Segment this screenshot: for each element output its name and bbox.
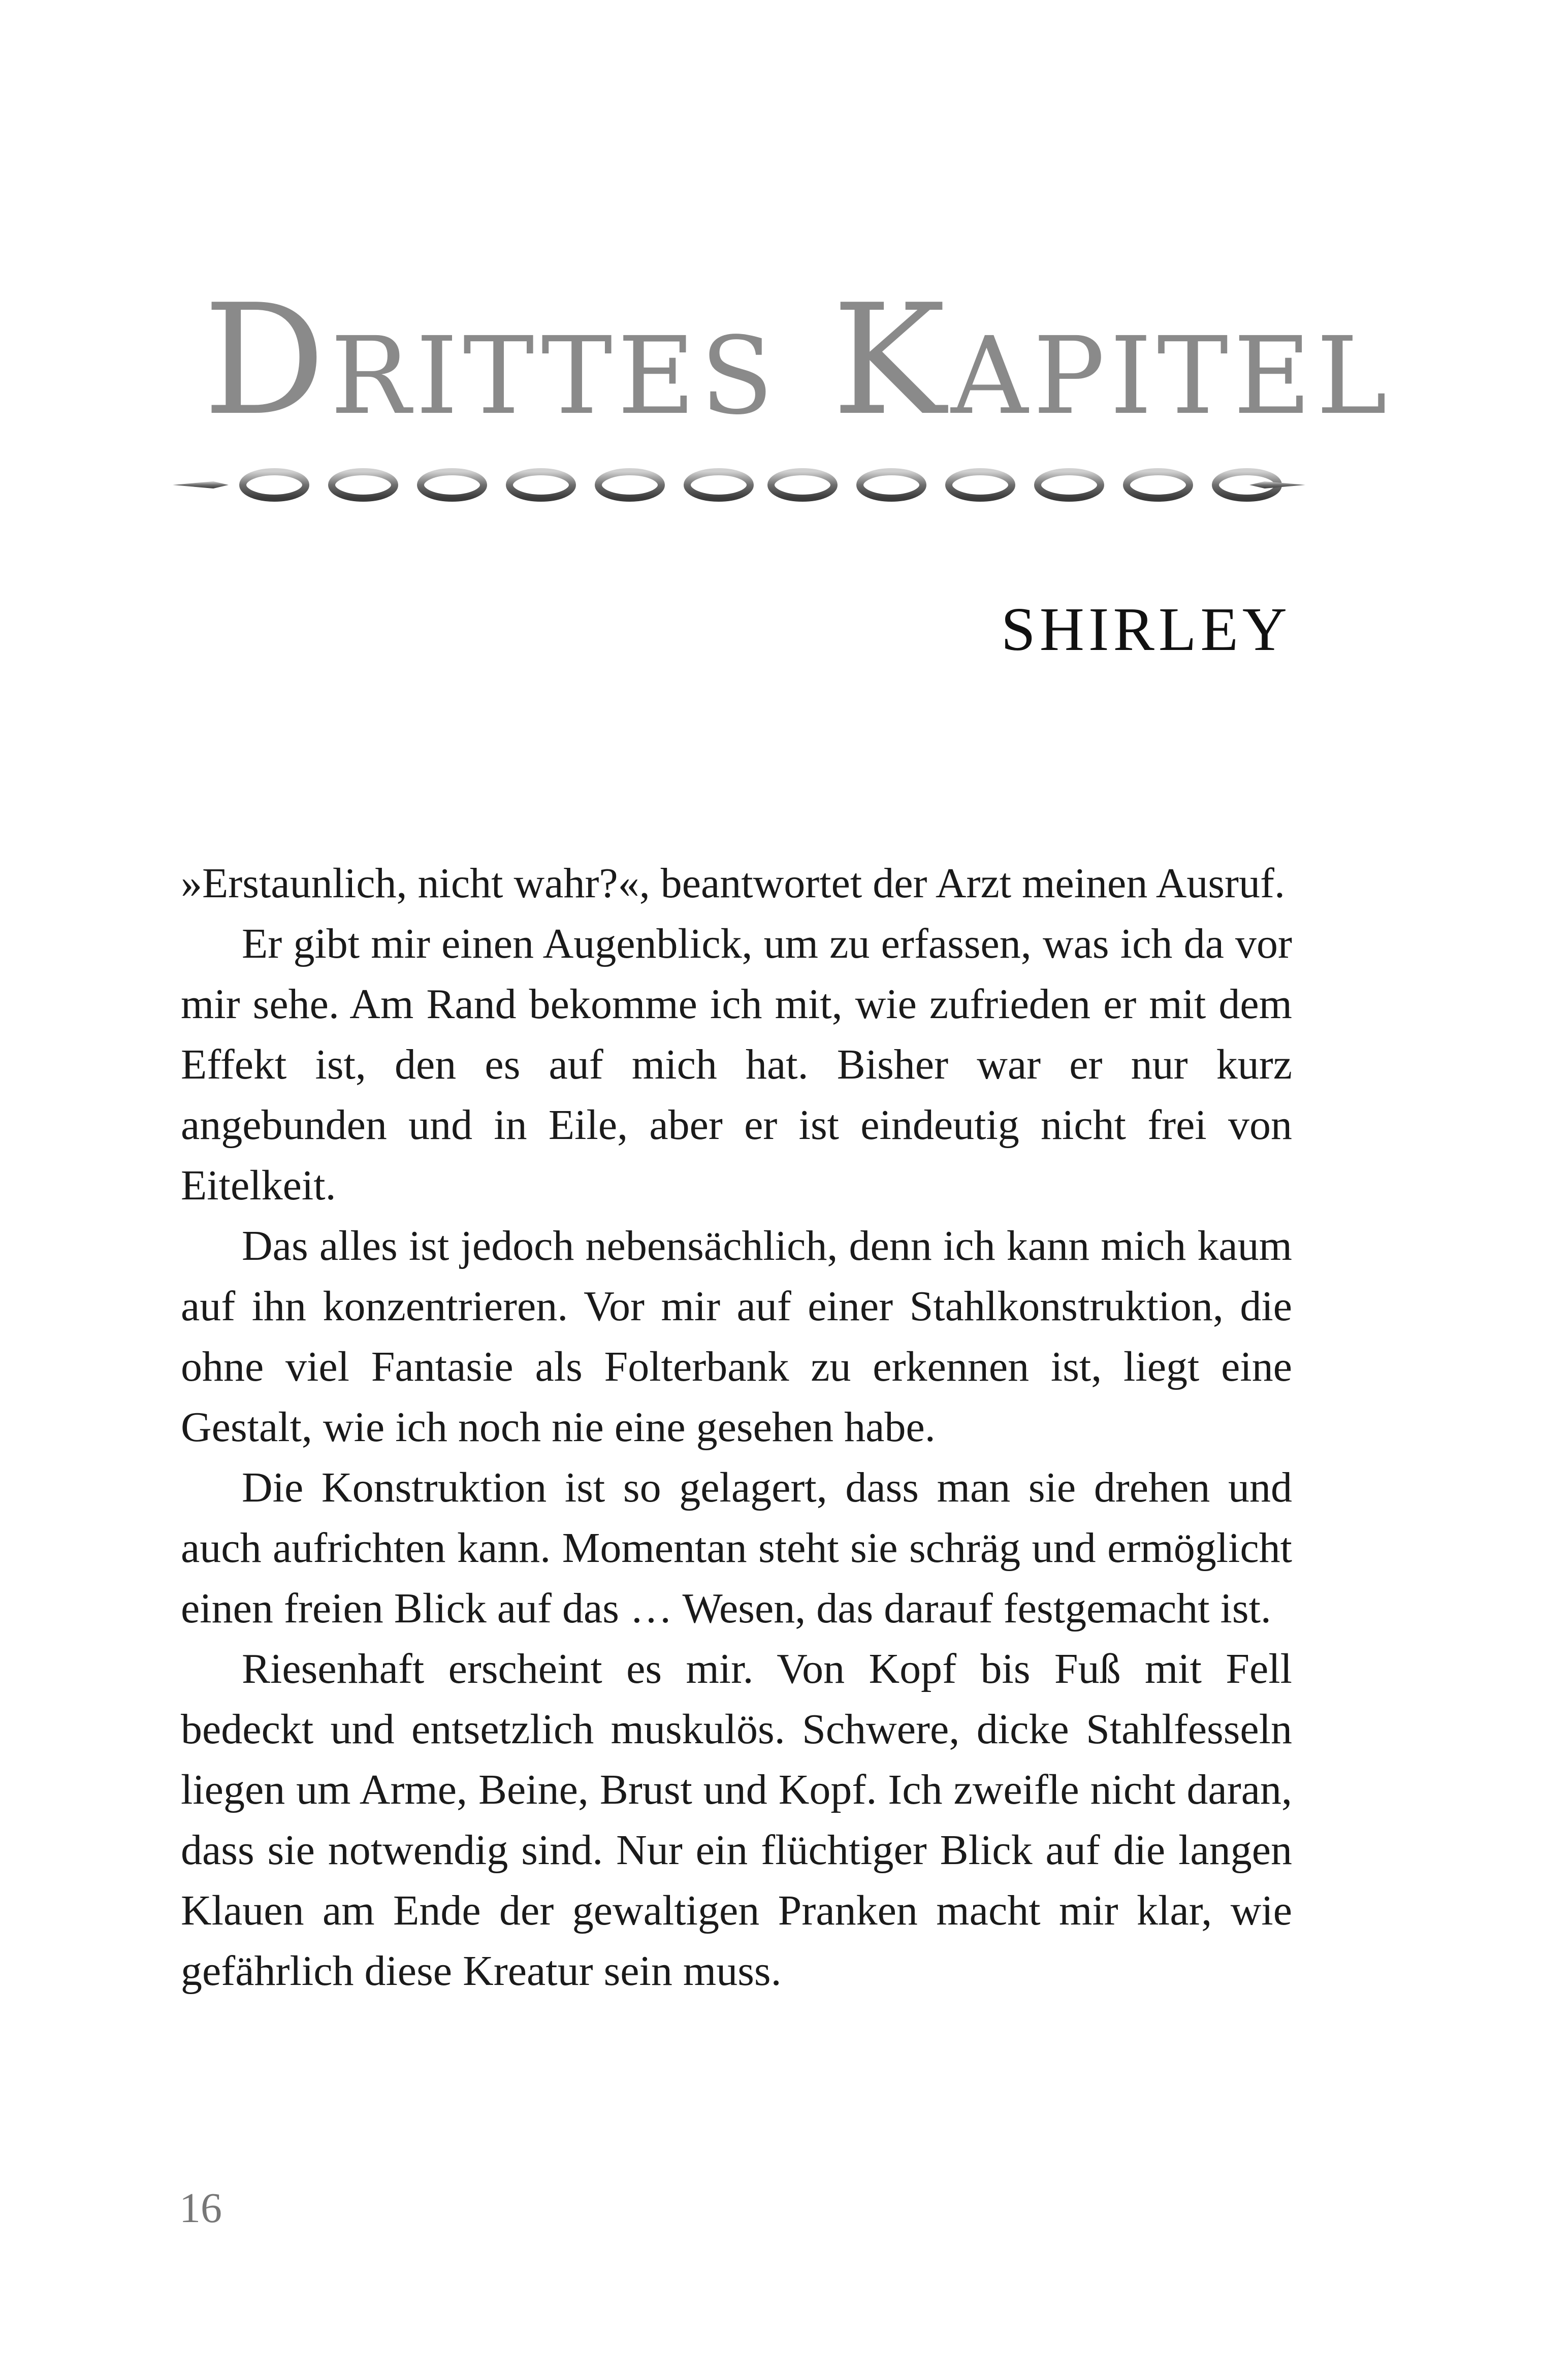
chain-link [860, 472, 923, 498]
chain-link [771, 472, 834, 498]
paragraph: »Erstaunlich, nicht wahr?«, beantwortet der Arzt meinen Ausruf. [181, 860, 1285, 907]
chain-divider-icon [173, 457, 1305, 513]
pov-character-name: SHIRLEY [1001, 595, 1291, 664]
chapter-title: Drittes Kapitel [203, 272, 1392, 449]
chain-link [598, 472, 661, 498]
paragraph: Riesenhaft erscheint es mir. Von Kopf bis Fuß mit Fell bedeckt und entsetzlich muskulös. Schwere, dicke Stahlfesseln liegen um Arme, Beine, Brust und Kopf. Ich zweifle nicht daran, dass sie notwendig sind. Nur ein flüchtiger Blick auf die langen Klauen am Ende der gewaltigen Pranken macht mir klar, wie gefährlich diese Kreatur sein muss. [181, 1645, 1292, 1995]
chain-link [687, 472, 750, 498]
chain-link [1127, 472, 1190, 498]
page-number: 16 [179, 2185, 222, 2232]
chain-link [421, 472, 484, 498]
chain-link [949, 472, 1012, 498]
chain-link [332, 472, 395, 498]
chapter-body [181, 853, 1292, 2001]
chain-link [1038, 472, 1101, 498]
paragraph: Das alles ist jedoch nebensächlich, denn ich kann mich kaum auf ihn konzentrieren. Vor mir auf einer Stahlkonstruktion, die ohne viel Fantasie als Folterbank zu erkennen ist, liegt eine Gestalt, wie ich noch nie eine gesehen habe. [181, 1222, 1292, 1451]
chain-link [509, 472, 572, 498]
paragraph: Er gibt mir einen Augenblick, um zu erfassen, was ich da vor mir sehe. Am Rand bekomme ich mit, wie zufrieden er mit dem Effekt ist, den es auf mich hat. Bisher war er nur kurz angebunden und in Eile, aber er ist eindeutig nicht frei von Eitelkeit. [181, 920, 1292, 1209]
paragraph: Die Konstruktion ist so gelagert, dass man sie drehen und auch aufrichten kann. Momentan steht sie schräg und ermöglicht einen freien Blick auf das … Wesen, das darauf festgemacht ist. [181, 1464, 1292, 1632]
chain-link [243, 472, 306, 498]
